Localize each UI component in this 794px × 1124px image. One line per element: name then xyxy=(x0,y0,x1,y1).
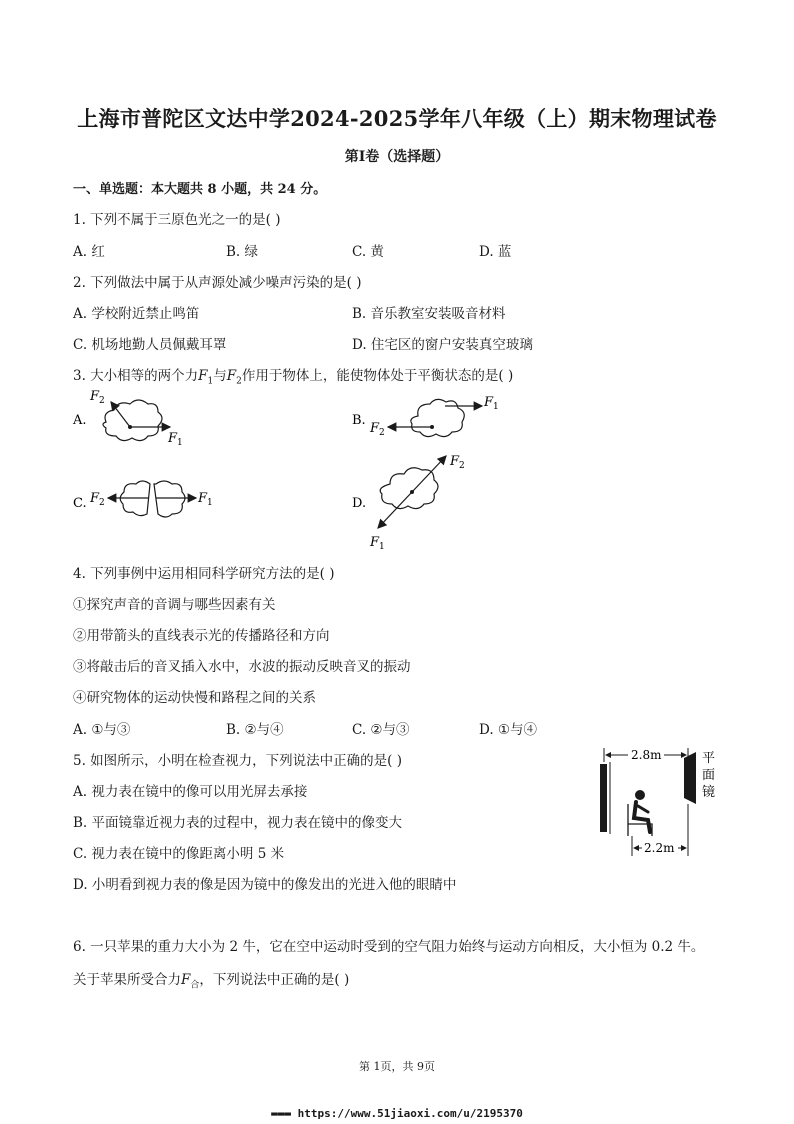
q4-option-a: A. ①与③ xyxy=(73,722,131,738)
q5-mirror xyxy=(684,752,696,804)
q3-stem-part2: 与 xyxy=(213,368,227,384)
q3-d-f2-arrow xyxy=(412,456,446,492)
q5-eye-chart xyxy=(600,764,607,832)
q1-option-a: A. 红 xyxy=(73,244,105,260)
q3-c-object-right xyxy=(154,481,185,517)
q5-person-body xyxy=(634,802,650,832)
q3-option-a-label: A. xyxy=(73,413,87,428)
q3-a-f2-arrow xyxy=(111,402,130,427)
q6-line2 xyxy=(73,968,349,991)
q3-a-f2-label: F xyxy=(90,389,100,404)
q5-option-b: B. 平面镜靠近视力表的过程中，视力表在镜中的像变大 xyxy=(73,815,403,831)
section-heading: 一、单选题：本大题共 8 小题，共 24 分。 xyxy=(73,182,327,197)
q3-d-f1-arrow xyxy=(378,492,412,528)
page-title: 上海市普陀区文达中学2024-2025学年八年级（上）期末物理试卷 xyxy=(77,106,717,131)
q3-a-object xyxy=(103,400,162,441)
q5-mirror-char-1: 平 xyxy=(702,751,716,766)
q4-item-1: ①探究声音的音调与哪些因素有关 xyxy=(73,597,276,613)
q3-b-f2-label: F xyxy=(370,421,380,436)
q4-option-b: B. ②与④ xyxy=(226,722,284,738)
q3-b-f1-sub: 1 xyxy=(493,402,499,412)
q3-c-f2-label: F xyxy=(90,491,100,506)
q2-option-b: B. 音乐教室安装吸音材料 xyxy=(352,306,506,322)
q3-a-f1-label: F xyxy=(168,431,178,446)
q3-c-f1-label: F xyxy=(198,491,208,506)
q6-line2-part2: ，下列说法中正确的是( ) xyxy=(199,972,350,988)
q3-d-f1-label: F xyxy=(370,535,380,550)
page-footer: 第 1页，共 9页 xyxy=(359,1060,435,1073)
q5-option-a: A. 视力表在镜中的像可以用光屏去承接 xyxy=(73,784,308,800)
q3-b-f2-sub: 2 xyxy=(379,428,385,438)
q3-option-d-label: D. xyxy=(352,496,367,511)
q5-option-c: C. 视力表在镜中的像距离小明 5 米 xyxy=(73,846,285,862)
q3-d-point xyxy=(410,490,414,494)
q5-option-d: D. 小明看到视力表的像是因为镜中的像发出的光进入他的眼睛中 xyxy=(73,877,457,893)
q5-bottom-label: 2.2m xyxy=(644,841,675,855)
q5-mirror-char-3: 镜 xyxy=(702,785,716,800)
q2-option-c: C. 机场地勤人员佩戴耳罩 xyxy=(73,337,227,353)
q3-f2-sub: 2 xyxy=(236,376,242,387)
watermark-url[interactable]: ▬▬▬ https://www.51jiaoxi.com/u/2195370 xyxy=(271,1107,523,1120)
q3-option-b-label: B. xyxy=(352,413,366,428)
q2-option-d: D. 住宅区的窗户安装真空玻璃 xyxy=(352,337,533,353)
q2-stem: 2. 下列做法中属于从声源处减少噪声污染的是( ) xyxy=(73,275,362,291)
q1-stem: 1. 下列不属于三原色光之一的是( ) xyxy=(73,212,281,228)
q3-d-f1-sub: 1 xyxy=(379,542,385,552)
q3-a-f2-sub: 2 xyxy=(99,396,105,406)
q5-person-arm xyxy=(638,806,648,812)
q4-option-c: C. ②与③ xyxy=(352,722,410,738)
q3-c-f1-sub: 1 xyxy=(207,498,213,508)
q5-mirror-char-2: 面 xyxy=(702,768,716,783)
q3-b-f1-label: F xyxy=(484,395,494,410)
q3-stem-part1: 3. 大小相等的两个力 xyxy=(73,368,199,384)
q3-a-f1-sub: 1 xyxy=(177,438,183,448)
q3-b-point xyxy=(430,425,434,429)
q2-option-a: A. 学校附近禁止鸣笛 xyxy=(73,306,200,322)
part-subtitle: 第I卷（选择题） xyxy=(344,149,450,165)
q5-stem: 5. 如图所示，小明在检查视力，下列说法中正确的是( ) xyxy=(73,753,402,769)
q3-option-c-label: C. xyxy=(73,496,87,511)
q3-f2: F xyxy=(226,368,237,384)
q4-stem: 4. 下列事例中运用相同科学研究方法的是( ) xyxy=(73,566,335,582)
q3-c-f2-sub: 2 xyxy=(99,498,105,508)
q1-option-c: C. 黄 xyxy=(352,244,384,260)
q5-vision-figure xyxy=(592,740,732,865)
q6-line2-part1: 关于苹果所受合力 xyxy=(73,972,181,988)
q4-item-2: ②用带箭头的直线表示光的传播路径和方向 xyxy=(73,628,330,644)
q1-option-b: B. 绿 xyxy=(226,244,259,260)
q5-person-head xyxy=(635,790,645,800)
q3-f1-sub: 1 xyxy=(207,376,214,387)
q3-a-point xyxy=(128,425,132,429)
q6-force-sub: 合 xyxy=(190,980,200,991)
q3-d-f2-label: F xyxy=(450,454,460,469)
q5-top-label: 2.8m xyxy=(631,748,662,762)
q3-figures xyxy=(0,380,794,555)
q3-f1: F xyxy=(198,368,208,384)
q6-force-symbol: F xyxy=(181,972,191,988)
q4-item-4: ④研究物体的运动快慢和路程之间的关系 xyxy=(73,690,316,706)
q3-d-f2-sub: 2 xyxy=(459,461,465,471)
q6-line1: 6. 一只苹果的重力大小为 2 牛，它在空中运动时受到的空气阻力始终与运动方向相反，大小恒为 0.2 牛。 xyxy=(73,939,705,955)
q4-option-d: D. ①与④ xyxy=(479,722,538,738)
q1-option-d: D. 蓝 xyxy=(479,244,512,260)
q3-stem-part3: 作用于物体上，能使物体处于平衡状态的是( ) xyxy=(241,368,514,384)
q3-b-object xyxy=(411,399,464,436)
q4-item-3: ③将敲击后的音叉插入水中，水波的振动反映音叉的振动 xyxy=(73,659,411,675)
